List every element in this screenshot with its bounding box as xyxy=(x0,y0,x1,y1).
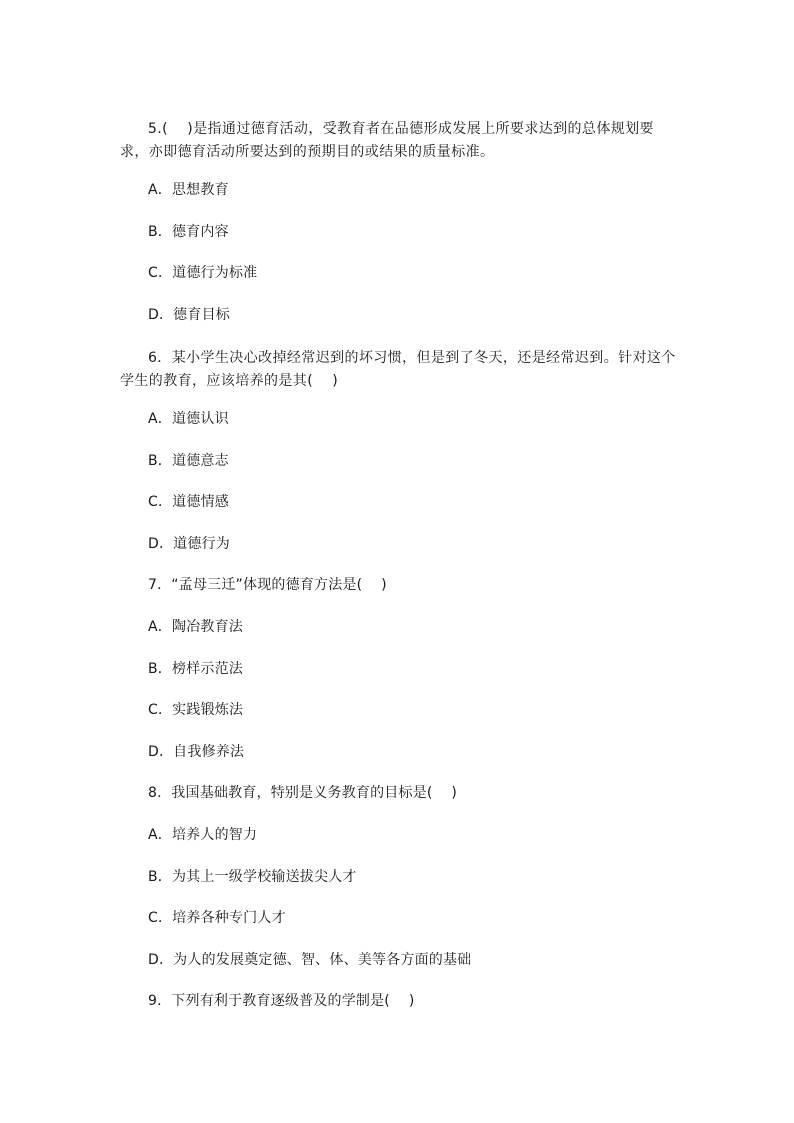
question-5-option-d: D．德育目标 xyxy=(148,307,230,323)
question-7-option-d: D．自我修养法 xyxy=(148,744,245,760)
question-7-option-b: B．榜样示范法 xyxy=(148,661,244,677)
question-5-stem: 5.( )是指通过德育活动，受教育者在品德形成发展上所要求达到的总体规划要求，亦即德育活动所要达到的预期目的或结果的质量标准。 xyxy=(120,121,654,160)
question-6-option-d: D．道德行为 xyxy=(148,536,230,552)
question-6-option-c: C．道德情感 xyxy=(148,494,229,510)
question-7-stem: 7．“孟母三迁”体现的德育方法是( ) xyxy=(148,577,387,593)
question-8-stem: 8．我国基础教育，特别是义务教育的目标是( ) xyxy=(148,785,458,801)
question-7-option-a: A．陶冶教育法 xyxy=(148,619,243,635)
question-9-stem: 9．下列有利于教育逐级普及的学制是( ) xyxy=(148,993,415,1009)
question-5-option-a: A．思想教育 xyxy=(148,182,229,198)
question-6-stem: 6．某小学生决心改掉经常迟到的坏习惯，但是到了冬天，还是经常迟到。针对这个学生的教育，应该培养的是其( ) xyxy=(120,350,676,389)
question-8-option-a: A．培养人的智力 xyxy=(148,827,258,843)
question-6-option-a: A．道德认识 xyxy=(148,411,229,427)
question-5-option-b: B．德育内容 xyxy=(148,224,229,240)
question-5-option-c: C．道德行为标准 xyxy=(148,265,258,281)
question-6-option-b: B．道德意志 xyxy=(148,453,229,469)
question-8-option-c: C．培养各种专门人才 xyxy=(148,910,286,926)
question-8-option-b: B．为其上一级学校输送拔尖人才 xyxy=(148,869,357,885)
question-7-option-c: C．实践锻炼法 xyxy=(148,702,244,718)
question-8-option-d: D．为人的发展奠定德、智、体、美等各方面的基础 xyxy=(148,952,472,968)
